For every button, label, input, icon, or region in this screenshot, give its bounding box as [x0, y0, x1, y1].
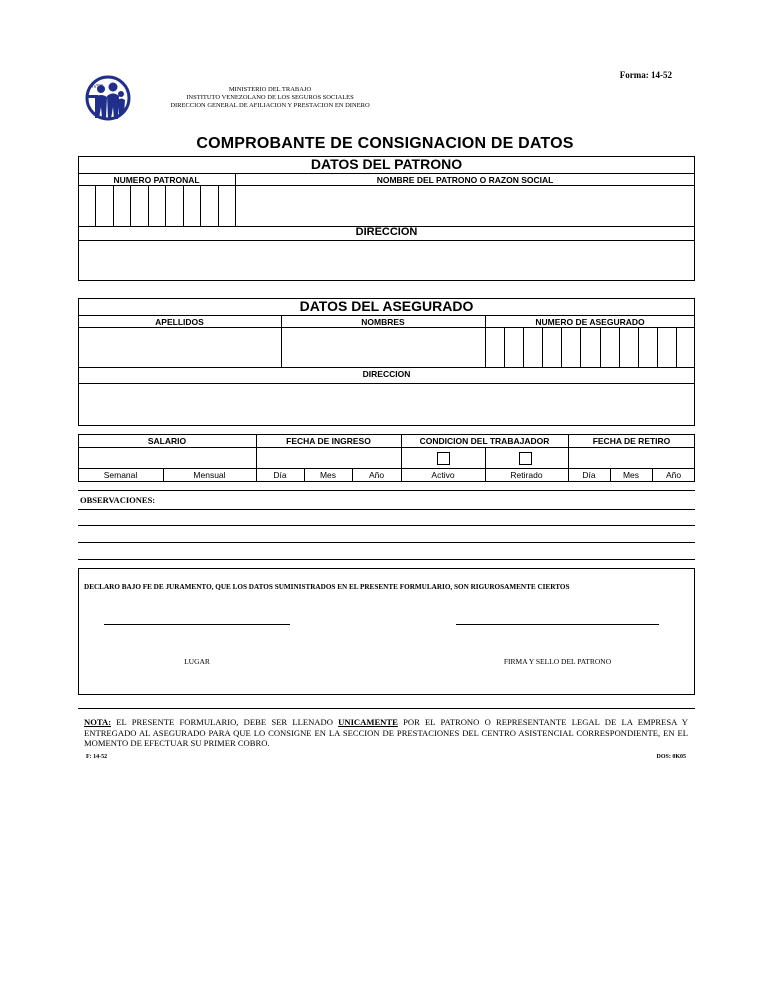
numero-asegurado-label: NUMERO DE ASEGURADO — [535, 317, 645, 327]
mensual-label: Mensual — [193, 470, 226, 480]
org-line-2: INSTITUTO VENEZOLANO DE LOS SEGUROS SOCIALES — [186, 94, 354, 101]
apellidos-input[interactable] — [79, 328, 280, 366]
lugar-label: LUGAR — [184, 657, 210, 666]
numero-asegurado-cell-divider — [638, 327, 639, 367]
observaciones-line-2[interactable] — [78, 525, 695, 526]
numero-patronal-input[interactable] — [78, 185, 235, 226]
numero-asegurado-cell-divider — [676, 327, 677, 367]
fecha-retiro-label: FECHA DE RETIRO — [592, 436, 671, 446]
numero-patronal-cell-divider — [148, 185, 149, 226]
asegurado-direccion-input[interactable] — [79, 384, 694, 425]
logo-text: IVSS — [92, 84, 104, 90]
fecha-ingreso-label: FECHA DE INGRESO — [286, 436, 371, 446]
patrono-direccion-label: DIRECCION — [355, 226, 418, 238]
nombre-patrono-label: NOMBRE DEL PATRONO O RAZON SOCIAL — [376, 175, 554, 185]
numero-patronal-cell-divider — [200, 185, 201, 226]
dia-ingreso-label: Día — [273, 470, 287, 480]
numero-asegurado-cell-divider — [600, 327, 601, 367]
nombres-label: NOMBRES — [361, 317, 405, 327]
numero-patronal-cell-divider — [95, 185, 96, 226]
numero-patronal-cell-divider — [130, 185, 131, 226]
patrono-section-title: DATOS DEL PATRONO — [310, 156, 463, 172]
activo-checkbox[interactable] — [437, 452, 450, 465]
org-line-3: DIRECCION GENERAL DE AFILIACION Y PRESTACION EN DINERO — [170, 102, 370, 109]
form-code: Forma: 14-52 — [619, 70, 672, 80]
firma-label: FIRMA Y SELLO DEL PATRONO — [503, 657, 612, 666]
numero-asegurado-cell-divider — [542, 327, 543, 367]
mes-ingreso-label: Mes — [319, 470, 337, 480]
numero-patronal-label: NUMERO PATRONAL — [113, 175, 200, 185]
numero-asegurado-cell-divider — [657, 327, 658, 367]
numero-patronal-cell-divider — [218, 185, 219, 226]
numero-asegurado-cell-divider — [580, 327, 581, 367]
declaracion-text: DECLARO BAJO FE DE JURAMENTO, QUE LOS DATOS SUMINISTRADOS EN EL PRESENTE FORMULARIO, SON RIGUROSAMENTE CIERTOS — [84, 583, 570, 591]
page-title: COMPROBANTE DE CONSIGNACION DE DATOS — [196, 135, 574, 152]
asegurado-section-title: DATOS DEL ASEGURADO — [299, 298, 474, 314]
condicion-label: CONDICION DEL TRABAJADOR — [419, 436, 550, 446]
patrono-direccion-input[interactable] — [79, 241, 694, 280]
nota-part-2: POR EL PATRONO O REPRESENTANTE LEGAL DE LA EMPRESA Y ENTREGADO AL ASEGURADO PARA QUE LO CONSIGNE EN LA SECCION DE PRESTACIONES DEL CENTRO ASISTENCIAL CORRESPONDIENTE, EN EL MOMENTO DE EFECTUAR SU PRIMER COBRO. — [84, 717, 688, 748]
observaciones-line-1[interactable] — [78, 509, 695, 510]
semanal-label: Semanal — [103, 470, 138, 480]
asegurado-direccion-label: DIRECCION — [362, 369, 411, 379]
ano-ingreso-label: Año — [368, 470, 385, 480]
mes-retiro-label: Mes — [622, 470, 640, 480]
numero-asegurado-cell-divider — [504, 327, 505, 367]
numero-patronal-cell-divider — [165, 185, 166, 226]
apellidos-label: APELLIDOS — [155, 317, 204, 327]
salario-label: SALARIO — [147, 436, 187, 446]
nombre-patrono-input[interactable] — [236, 186, 694, 226]
numero-asegurado-cell-divider — [561, 327, 562, 367]
activo-label: Activo — [431, 470, 455, 480]
dia-retiro-label: Día — [582, 470, 596, 480]
nota-text — [84, 717, 688, 749]
retirado-label: Retirado — [510, 470, 543, 480]
nombres-input[interactable] — [282, 328, 484, 366]
nota-prefix: NOTA: — [84, 717, 112, 727]
observaciones-line-4[interactable] — [78, 559, 695, 560]
observaciones-label: OBSERVACIONES: — [80, 495, 156, 505]
numero-asegurado-input[interactable] — [485, 327, 695, 367]
nota-part-1: EL PRESENTE FORMULARIO, DEBE SER LLENADO — [111, 717, 339, 727]
lugar-line[interactable] — [104, 624, 290, 625]
footer-right-code: DOS: 0K05 — [656, 754, 686, 760]
numero-patronal-cell-divider — [113, 185, 114, 226]
org-line-1: MINISTERIO DEL TRABAJO — [228, 86, 312, 93]
numero-patronal-cell-divider — [183, 185, 184, 226]
observaciones-line-3[interactable] — [78, 542, 695, 543]
retirado-checkbox[interactable] — [519, 452, 532, 465]
firma-line[interactable] — [456, 624, 659, 625]
footer-left-code: F: 14-52 — [86, 754, 108, 760]
numero-asegurado-cell-divider — [619, 327, 620, 367]
nota-emphasis: UNICAMENTE — [338, 717, 398, 727]
numero-asegurado-cell-divider — [523, 327, 524, 367]
ano-retiro-label: Año — [665, 470, 682, 480]
